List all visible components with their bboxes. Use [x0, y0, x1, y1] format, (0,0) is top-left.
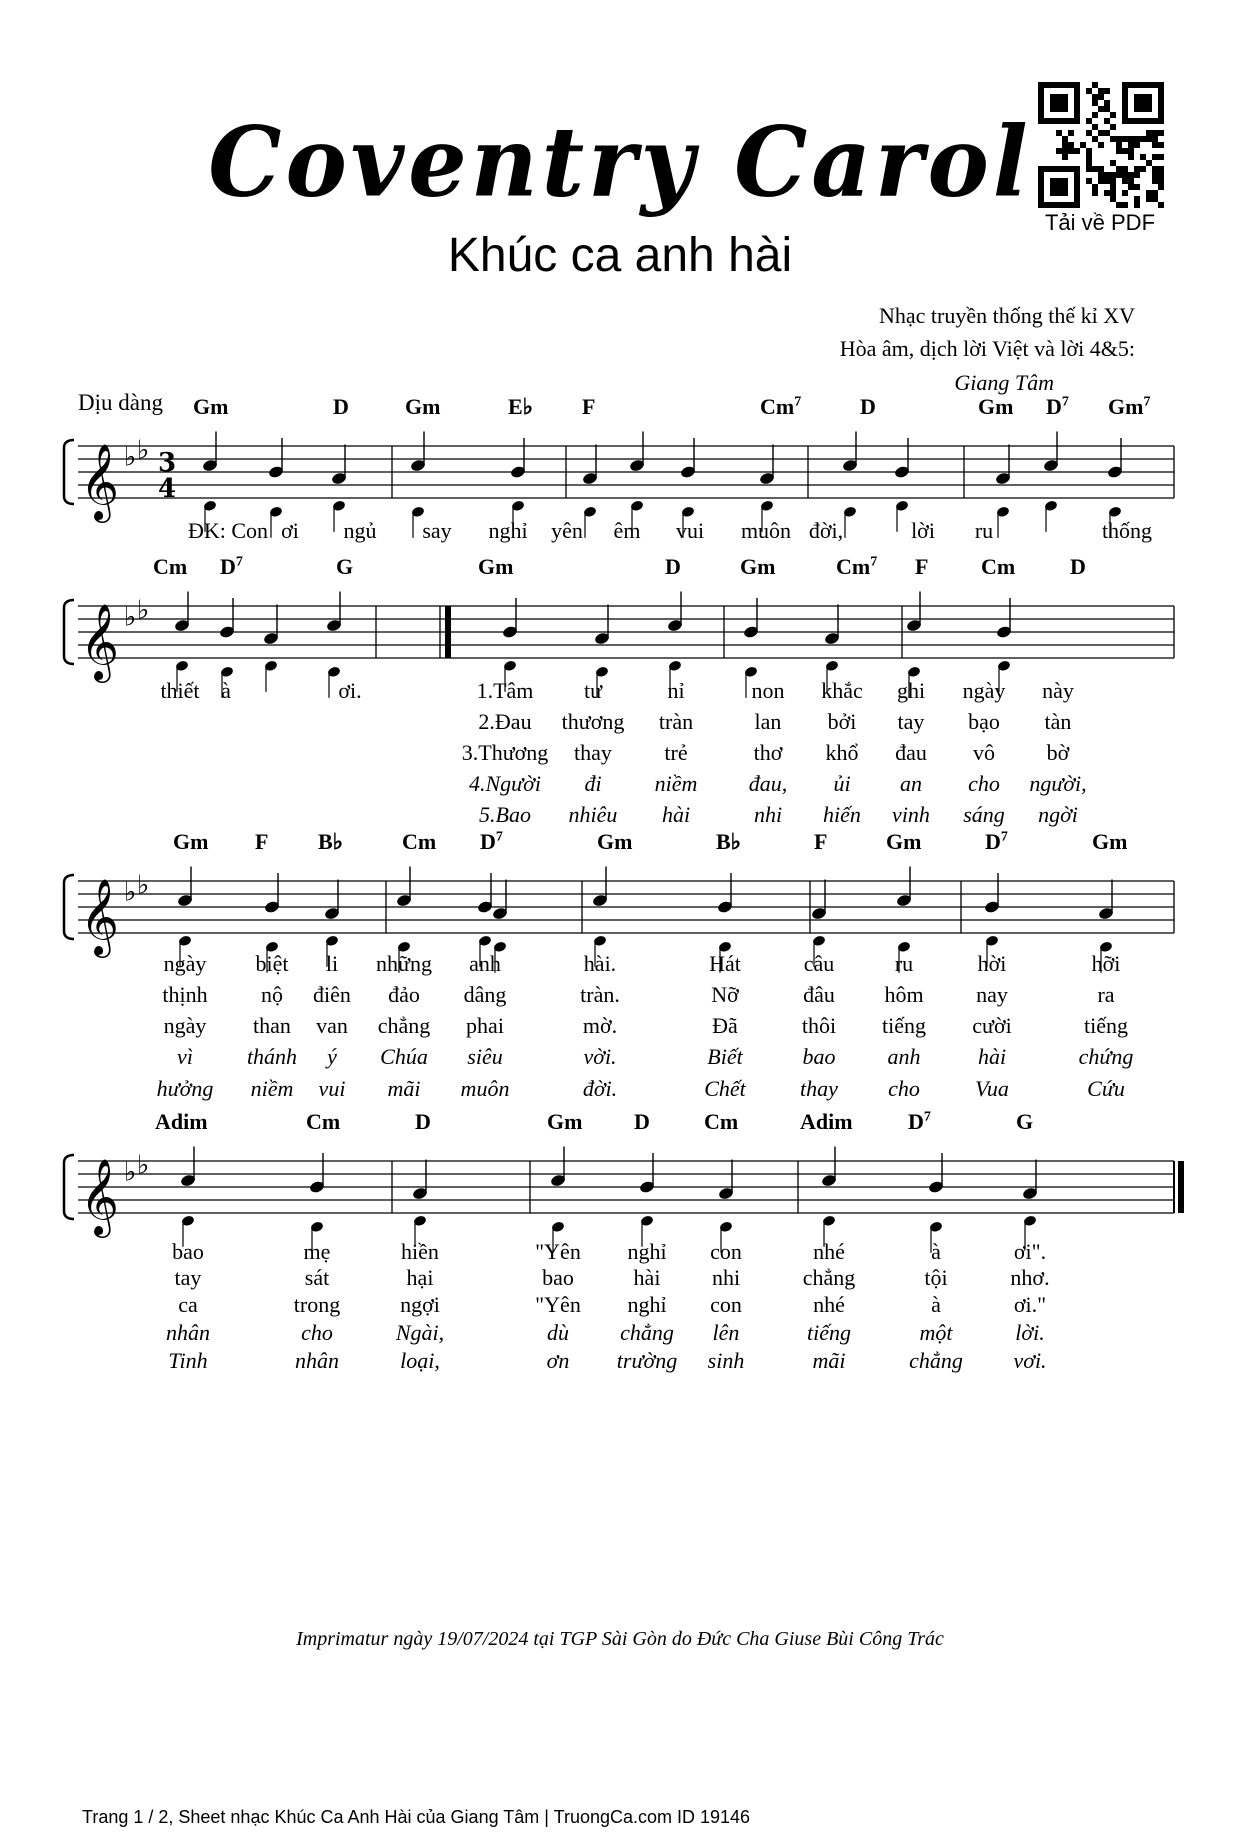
lyric-syllable: ca [178, 1292, 198, 1317]
lyric-syllable: thương [561, 709, 625, 734]
chord-symbol: G [336, 554, 354, 579]
svg-text:♭: ♭ [124, 442, 137, 473]
lyric-syllable: 2.Đau [478, 709, 532, 734]
lyric-syllable: thống [1101, 518, 1153, 543]
chord-symbol: D [665, 554, 681, 579]
lyric-syllable: nghỉ [627, 1239, 667, 1264]
lyric-syllable: Hát [709, 951, 741, 976]
lyric-syllable: đau, [748, 771, 788, 796]
chord-symbol: Gm [547, 1109, 583, 1134]
lyric-syllable: mãi [387, 1076, 421, 1101]
chord-symbol: D [1070, 554, 1086, 579]
lyric-syllable: lời [911, 518, 935, 543]
lyric-syllable: anh [469, 951, 501, 976]
lyric-syllable: tàn [1044, 709, 1072, 734]
chord-symbol: F [814, 829, 828, 854]
chord-symbol: D [333, 394, 349, 419]
time-sig-bottom: 4 [158, 474, 177, 504]
lyric-syllable: loại, [400, 1348, 440, 1373]
lyric-syllable: một [919, 1320, 953, 1345]
lyric-syllable: nhi [753, 802, 783, 827]
lyric-syllable: đi [584, 771, 602, 796]
lyric-syllable: Nỡ [711, 982, 739, 1007]
lyric-syllable: ĐK: Con [187, 518, 269, 543]
svg-text:♭: ♭ [124, 1157, 137, 1188]
lyric-syllable: van [316, 1013, 348, 1038]
chord-symbol: Gm [740, 554, 776, 579]
lyric-syllable: lên [712, 1320, 740, 1345]
lyric-syllable: muôn [740, 518, 792, 543]
lyric-syllable: vơi. [1013, 1348, 1047, 1373]
chord-symbol: E♭ [508, 394, 534, 419]
lyric-syllable: hôm [884, 982, 924, 1007]
svg-text:𝄞: 𝄞 [80, 1158, 120, 1235]
lyric-syllable: nhân [166, 1320, 210, 1345]
svg-text:♭: ♭ [137, 1150, 150, 1181]
lyric-syllable: ngủ [343, 518, 377, 543]
lyric-syllable: ơi." [1013, 1292, 1047, 1317]
lyric-syllable: hại [406, 1265, 434, 1290]
chord-symbol: Gm [1092, 829, 1128, 854]
lyric-syllable: những [376, 951, 432, 976]
lyric-syllable: bạo [968, 709, 1000, 734]
lyric-syllable: ngày [163, 951, 207, 976]
lyric-syllable: than [253, 1013, 291, 1038]
lyric-syllable: "Yên [535, 1239, 581, 1264]
chord-symbol: D [634, 1109, 650, 1134]
lyric-syllable: ngày [962, 678, 1006, 703]
time-sig-top: 3 [158, 448, 177, 478]
lyric-syllable: nghỉ [627, 1292, 667, 1317]
lyric-syllable: à [221, 678, 231, 703]
lyric-syllable: chẳng [909, 1348, 963, 1373]
chord-symbol: Adim [800, 1109, 853, 1134]
lyric-syllable: tội [924, 1265, 948, 1290]
lyric-syllable: thay [800, 1076, 838, 1101]
lyric-syllable: ru [894, 951, 914, 976]
lyric-syllable: thay [574, 740, 612, 765]
lyric-syllable: bờ [1046, 740, 1070, 765]
chord-symbol: $D^7$ [1046, 394, 1069, 419]
lyric-syllable: mãi [812, 1348, 846, 1373]
chord-symbol: Cm$^7$ [836, 554, 878, 579]
lyric-syllable: vui [318, 1076, 346, 1101]
chord-symbol: D [415, 1109, 431, 1134]
arranger-signature: Giang Tâm [954, 370, 1054, 395]
chord-symbol: Gm$^7$ [1108, 394, 1151, 419]
lyric-syllable: à [931, 1239, 941, 1264]
lyric-syllable: 5.Bao [479, 802, 531, 827]
lyric-syllable: ngày [163, 1013, 207, 1038]
lyric-syllable: chẳng [620, 1320, 674, 1345]
lyric-syllable: lời. [1015, 1320, 1045, 1345]
lyric-syllable: tay [174, 1265, 202, 1290]
lyric-syllable: nghỉ [488, 518, 528, 543]
lyric-syllable: bởi [827, 709, 857, 734]
chord-symbol: G [1016, 1109, 1034, 1134]
tempo-marking: Dịu dàng [78, 390, 163, 415]
lyric-syllable: người, [1029, 771, 1087, 796]
chord-symbol: Gm [173, 829, 209, 854]
lyric-syllable: niềm [250, 1076, 294, 1101]
svg-text:♭: ♭ [124, 602, 137, 633]
lyric-syllable: li [325, 951, 339, 976]
lyric-syllable: tràn. [580, 982, 620, 1007]
chord-symbol: Gm [405, 394, 441, 419]
lyric-syllable: ủi [833, 771, 851, 796]
lyric-syllable: chẳng [377, 1013, 431, 1038]
svg-text:♭: ♭ [124, 877, 137, 908]
lyric-syllable: êm [613, 518, 641, 543]
download-pdf-label[interactable]: Tải về PDF [1044, 210, 1156, 235]
lyric-syllable: tay [897, 709, 925, 734]
lyric-syllable: bao [802, 1044, 836, 1069]
lyric-syllable: cho [968, 771, 1000, 796]
lyric-syllable: mẹ [303, 1239, 331, 1264]
lyric-syllable: khắc [821, 678, 863, 703]
lyric-syllable: nhé [813, 1239, 845, 1264]
lyric-syllable: à [931, 1292, 941, 1317]
lyric-syllable: nhiêu [568, 802, 618, 827]
lyric-syllable: tiếng [1084, 1013, 1128, 1038]
lyric-syllable: phai [466, 1013, 504, 1038]
lyric-syllable: nhé [813, 1292, 845, 1317]
lyric-syllable: Cứu [1087, 1076, 1125, 1101]
lyric-syllable: tràn [658, 709, 694, 734]
chord-symbol: $D^7$ [985, 829, 1008, 854]
lyric-syllable: siêu [467, 1044, 503, 1069]
lyric-syllable: trường [616, 1348, 678, 1373]
chord-symbol: Cm [306, 1109, 341, 1134]
lyric-syllable: vì [177, 1044, 193, 1069]
lyric-syllable: ơi". [1013, 1239, 1047, 1264]
lyric-syllable: an [900, 771, 922, 796]
chord-symbol: Gm [478, 554, 514, 579]
lyric-syllable: nay [976, 982, 1008, 1007]
lyric-syllable: ý [327, 1044, 337, 1069]
lyric-syllable: Tinh [168, 1348, 208, 1373]
lyric-syllable: Biết [707, 1044, 743, 1069]
lyric-syllable: nộ [261, 982, 283, 1007]
lyric-syllable: tiếng [882, 1013, 926, 1038]
chord-symbol: Adim [155, 1109, 208, 1134]
chord-symbol: D [860, 394, 876, 419]
lyric-syllable: sinh [707, 1348, 745, 1373]
lyric-syllable: đảo [388, 982, 420, 1007]
lyric-syllable: nỉ [667, 678, 685, 703]
chord-symbol: $D^7$ [908, 1109, 931, 1134]
lyric-syllable: muôn [460, 1076, 510, 1101]
lyric-syllable: ơi. [338, 678, 362, 703]
lyric-syllable: trong [293, 1292, 341, 1317]
lyric-syllable: cho [301, 1320, 333, 1345]
chord-symbol: Cm [704, 1109, 739, 1134]
lyric-syllable: vui [675, 518, 705, 543]
lyric-syllable: đau [895, 740, 927, 765]
lyric-syllable: ngời [1038, 802, 1078, 827]
svg-text:♭: ♭ [137, 870, 150, 901]
chord-symbol: F [582, 394, 596, 419]
lyric-syllable: vô [973, 740, 995, 765]
lyric-syllable: chứng [1078, 1044, 1134, 1069]
lyric-syllable: hỡi [1091, 951, 1121, 976]
lyric-syllable: 4.Người [468, 771, 542, 796]
chord-symbol: B♭ [716, 829, 742, 854]
lyric-syllable: hài [633, 1265, 661, 1290]
lyric-syllable: hời [977, 951, 1007, 976]
lyric-syllable: chẳng [802, 1265, 856, 1290]
chord-symbol: B♭ [318, 829, 344, 854]
lyric-syllable: cho [888, 1076, 920, 1101]
lyric-syllable: tiếng [807, 1320, 851, 1345]
lyric-syllable: Chết [704, 1076, 746, 1101]
lyric-syllable: thịnh [162, 982, 208, 1007]
lyric-syllable: hiến [823, 802, 861, 827]
lyric-syllable: thiết [160, 678, 200, 703]
composer-credit: Nhạc truyền thống thế kỉ XV [879, 303, 1135, 328]
lyric-syllable: thôi [801, 1013, 837, 1038]
lyric-syllable: bao [172, 1239, 204, 1264]
lyric-syllable: "Yên [535, 1292, 581, 1317]
chord-symbol: Cm [153, 554, 188, 579]
lyric-syllable: lan [754, 709, 782, 734]
lyric-syllable: dâng [463, 982, 507, 1007]
lyric-syllable: 1.Tâm [476, 678, 534, 703]
lyric-syllable: ngợi [400, 1292, 440, 1317]
imprimatur-note: Imprimatur ngày 19/07/2024 tại TGP Sài Gòn do Đức Cha Giuse Bùi Công Trác [296, 1628, 944, 1650]
lyric-syllable: say [422, 518, 452, 543]
lyric-syllable: cười [972, 1013, 1012, 1038]
lyric-syllable: sáng [963, 802, 1005, 827]
lyric-syllable: vời. [583, 1044, 617, 1069]
qr-code-icon[interactable] [1038, 82, 1164, 208]
lyric-syllable: con [710, 1239, 742, 1264]
lyric-syllable: đời, [808, 518, 844, 543]
svg-text:♭: ♭ [137, 435, 150, 466]
chord-symbol: Cm [981, 554, 1016, 579]
lyric-syllable: 3.Thương [461, 740, 549, 765]
chord-symbol: F [255, 829, 269, 854]
lyric-syllable: Đã [712, 1013, 738, 1038]
lyric-syllable: thơ [753, 740, 783, 765]
lyric-syllable: hiền [401, 1239, 439, 1264]
chord-symbol: F [915, 554, 929, 579]
chord-symbol: Gm [886, 829, 922, 854]
chord-symbol: Gm [978, 394, 1014, 419]
svg-text:♭: ♭ [137, 595, 150, 626]
lyric-syllable: nhơ. [1010, 1265, 1050, 1290]
lyric-syllable: biệt [255, 951, 289, 976]
lyric-syllable: Ngài, [395, 1320, 445, 1345]
lyric-syllable: thánh [246, 1044, 298, 1069]
lyric-syllable: niềm [654, 771, 698, 796]
chord-symbol: $D^7$ [220, 554, 243, 579]
lyric-syllable: nhân [295, 1348, 339, 1373]
lyric-syllable: ra [1097, 982, 1115, 1007]
lyric-syllable: ghi [896, 678, 926, 703]
lyric-syllable: Vua [975, 1076, 1009, 1101]
lyric-syllable: nhi [711, 1265, 741, 1290]
svg-text:𝄞: 𝄞 [80, 603, 120, 680]
lyric-syllable: mờ. [582, 1013, 618, 1038]
song-title: Coventry Carol [208, 105, 1032, 219]
lyric-syllable: hưởng [156, 1076, 214, 1101]
lyric-syllable: đâu [803, 982, 835, 1007]
lyric-syllable: dù [547, 1320, 569, 1345]
chord-symbol: Cm$^7$ [760, 394, 802, 419]
lyric-syllable: trẻ [664, 740, 688, 765]
chord-symbol: Gm [597, 829, 633, 854]
lyric-syllable: câu [803, 951, 835, 976]
song-subtitle: Khúc ca anh hài [447, 229, 793, 282]
chord-symbol: Gm [193, 394, 229, 419]
lyric-syllable: Chúa [380, 1044, 428, 1069]
chord-symbol: $D^7$ [480, 829, 503, 854]
lyric-syllable: ru [974, 518, 994, 543]
lyric-syllable: ơi [281, 518, 299, 543]
page-footer: Trang 1 / 2, Sheet nhạc Khúc Ca Anh Hài của Giang Tâm | TruongCa.com ID 19146 [82, 1807, 751, 1827]
lyric-syllable: hài [977, 1044, 1007, 1069]
lyric-syllable: anh [887, 1044, 921, 1069]
lyric-syllable: vinh [892, 802, 930, 827]
lyric-syllable: bao [542, 1265, 574, 1290]
lyric-syllable: sát [304, 1265, 330, 1290]
staff-system [0, 1141, 1240, 1251]
lyric-syllable: này [1042, 678, 1074, 703]
lyric-syllable: điên [313, 982, 351, 1007]
lyric-syllable: yên [551, 518, 583, 543]
lyric-syllable: khổ [825, 740, 859, 765]
svg-text:𝄞: 𝄞 [80, 443, 120, 520]
lyric-syllable: tư [583, 678, 603, 703]
svg-text:𝄞: 𝄞 [80, 878, 120, 955]
lyric-syllable: hài. [583, 951, 617, 976]
arranger-credit: Hòa âm, dịch lời Việt và lời 4&5: [839, 336, 1135, 361]
lyric-syllable: non [751, 678, 785, 703]
lyric-syllable: hài [661, 802, 691, 827]
lyric-syllable: con [710, 1292, 742, 1317]
lyric-syllable: đời. [582, 1076, 618, 1101]
chord-symbol: Cm [402, 829, 437, 854]
lyric-syllable: ơn [546, 1348, 570, 1373]
